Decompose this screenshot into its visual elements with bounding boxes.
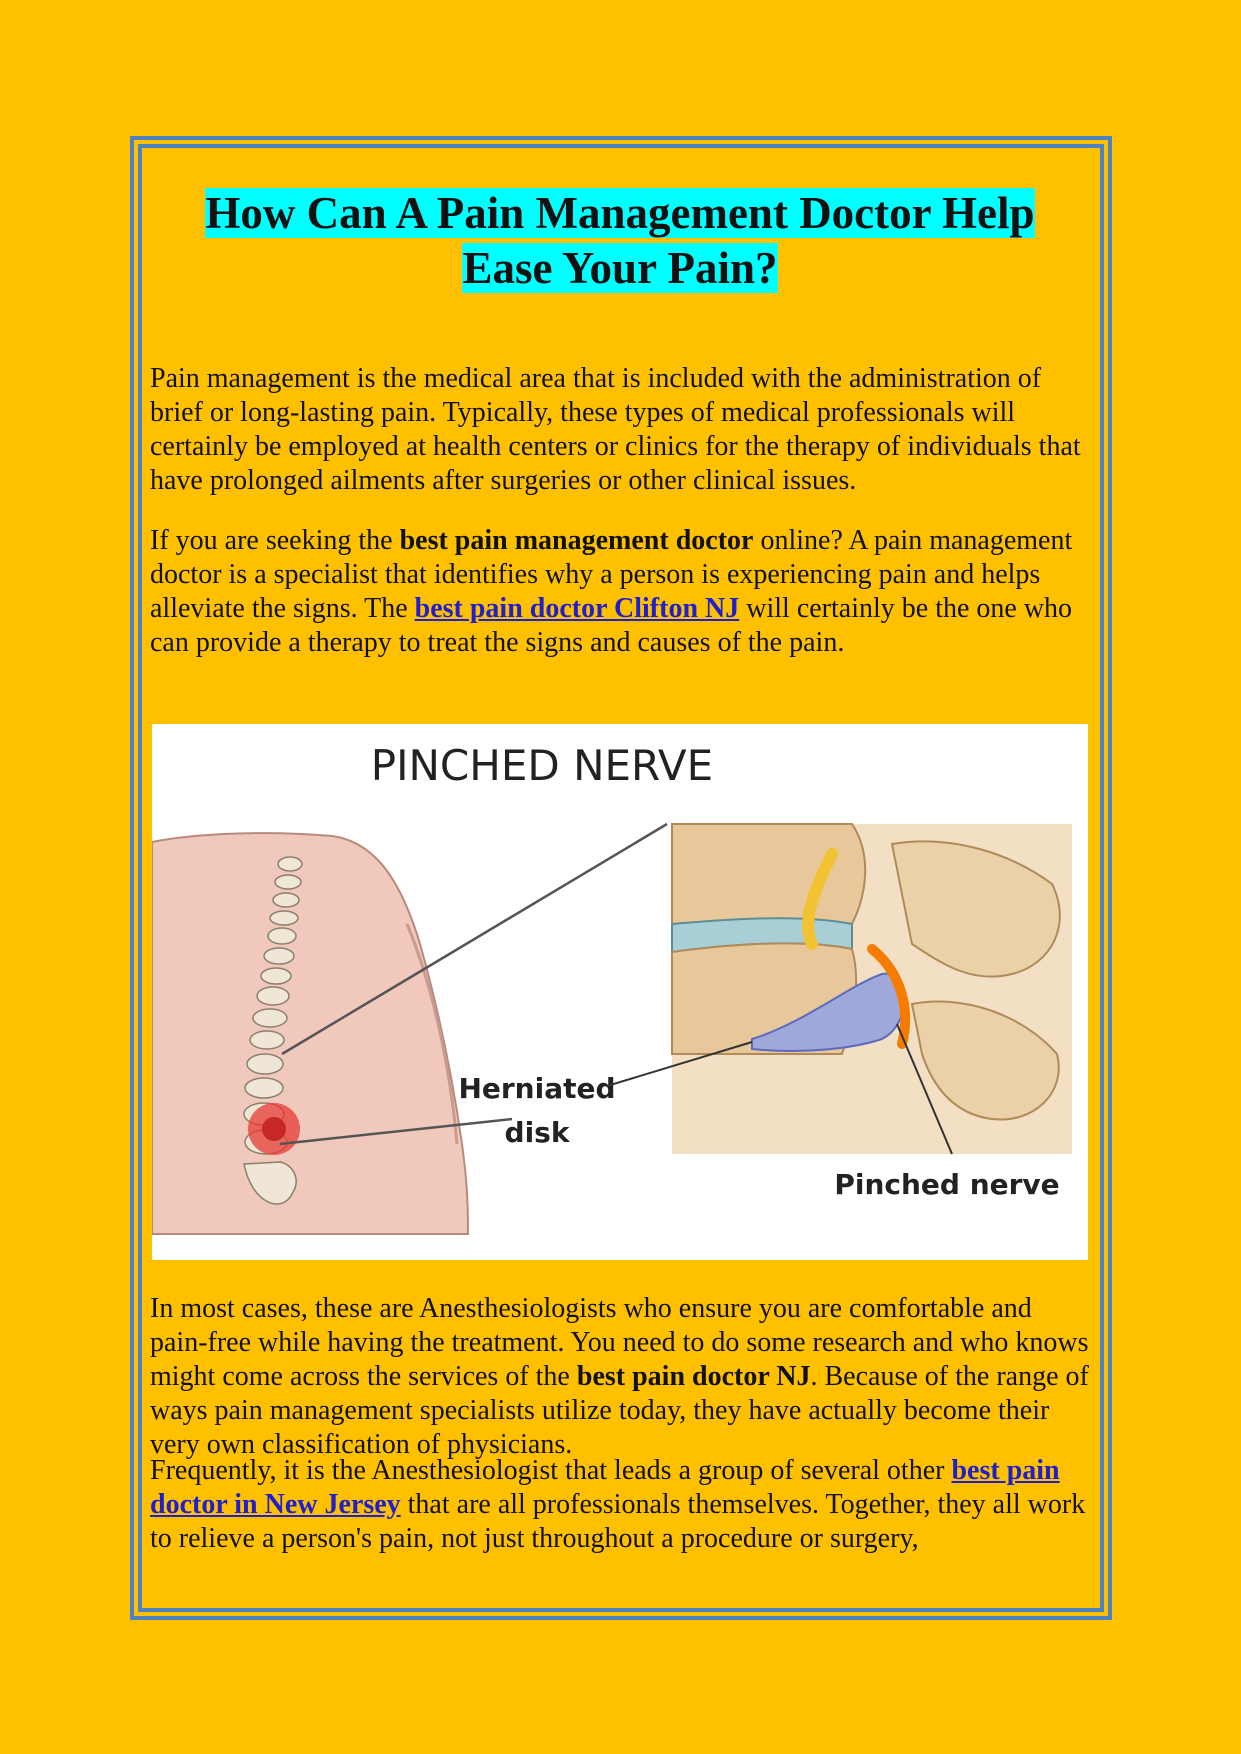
label-herniated-disk-line1: Herniated xyxy=(458,1072,616,1105)
paragraph-seeking xyxy=(150,524,1090,660)
article-content xyxy=(150,186,1090,1554)
bold-keyword: best pain management doctor xyxy=(399,525,754,556)
label-herniated-disk-line2: disk xyxy=(504,1116,570,1149)
paragraph-text: online? A pain management doctor is a specialist that identifies why a person is experiencing pain and helps alleviate the signs. The xyxy=(150,525,1073,624)
paragraph-intro: Pain management is the medical area that is included with the administration of brief or long-lasting pain. Typically, these types of medical professionals will certainly be employed at health centers or clinics for the therapy of individuals that have prolonged ailments after surgeries or other clinical issues. xyxy=(150,363,1081,496)
label-pinched-nerve: Pinched nerve xyxy=(834,1168,1060,1201)
back-torso xyxy=(152,833,468,1234)
title-line-1: How Can A Pain Management Doctor Help xyxy=(205,188,1035,238)
bold-keyword: best pain doctor NJ xyxy=(576,1361,811,1392)
paragraph-text: Frequently, it is the Anesthesiologist that leads a group of several other xyxy=(150,1455,952,1486)
vertebra-body-upper xyxy=(672,824,865,924)
paragraph-team xyxy=(150,1454,1090,1556)
paragraph-text: If you are seeking the xyxy=(150,525,400,556)
paragraph-text: will certainly be the one who can provide a therapy to treat the signs and causes of the pain. xyxy=(150,593,1073,658)
paragraph-text: In most cases, these are Anesthesiologists who ensure you are comfortable and pain-free while having the treatment. You need to do some research and who knows might come across the services of the xyxy=(150,1293,1089,1392)
illustration-heading: PINCHED NERVE xyxy=(370,741,714,790)
pain-spot-core xyxy=(262,1117,286,1141)
link-best-pain-doctor-clifton[interactable]: best pain doctor Clifton NJ xyxy=(414,593,740,624)
pinched-nerve-illustration xyxy=(152,724,1088,1260)
paragraph-text: . Because of the range of ways pain management specialists utilize today, they have actually become their very own classification of physicians. xyxy=(150,1361,1089,1460)
title-line-2: Ease Your Pain? xyxy=(462,243,778,293)
article-title xyxy=(150,186,1090,296)
pinched-nerve-diagram xyxy=(152,724,1088,1260)
link-best-pain-doctor-new-jersey[interactable]: best pain doctor in New Jersey xyxy=(150,1455,1060,1520)
paragraph-anesthesiologists xyxy=(150,1292,1090,1462)
paragraph-text: that are all professionals themselves. Together, they all work to relieve a person's pain, not just throughout a procedure or surgery, xyxy=(150,1489,1086,1554)
